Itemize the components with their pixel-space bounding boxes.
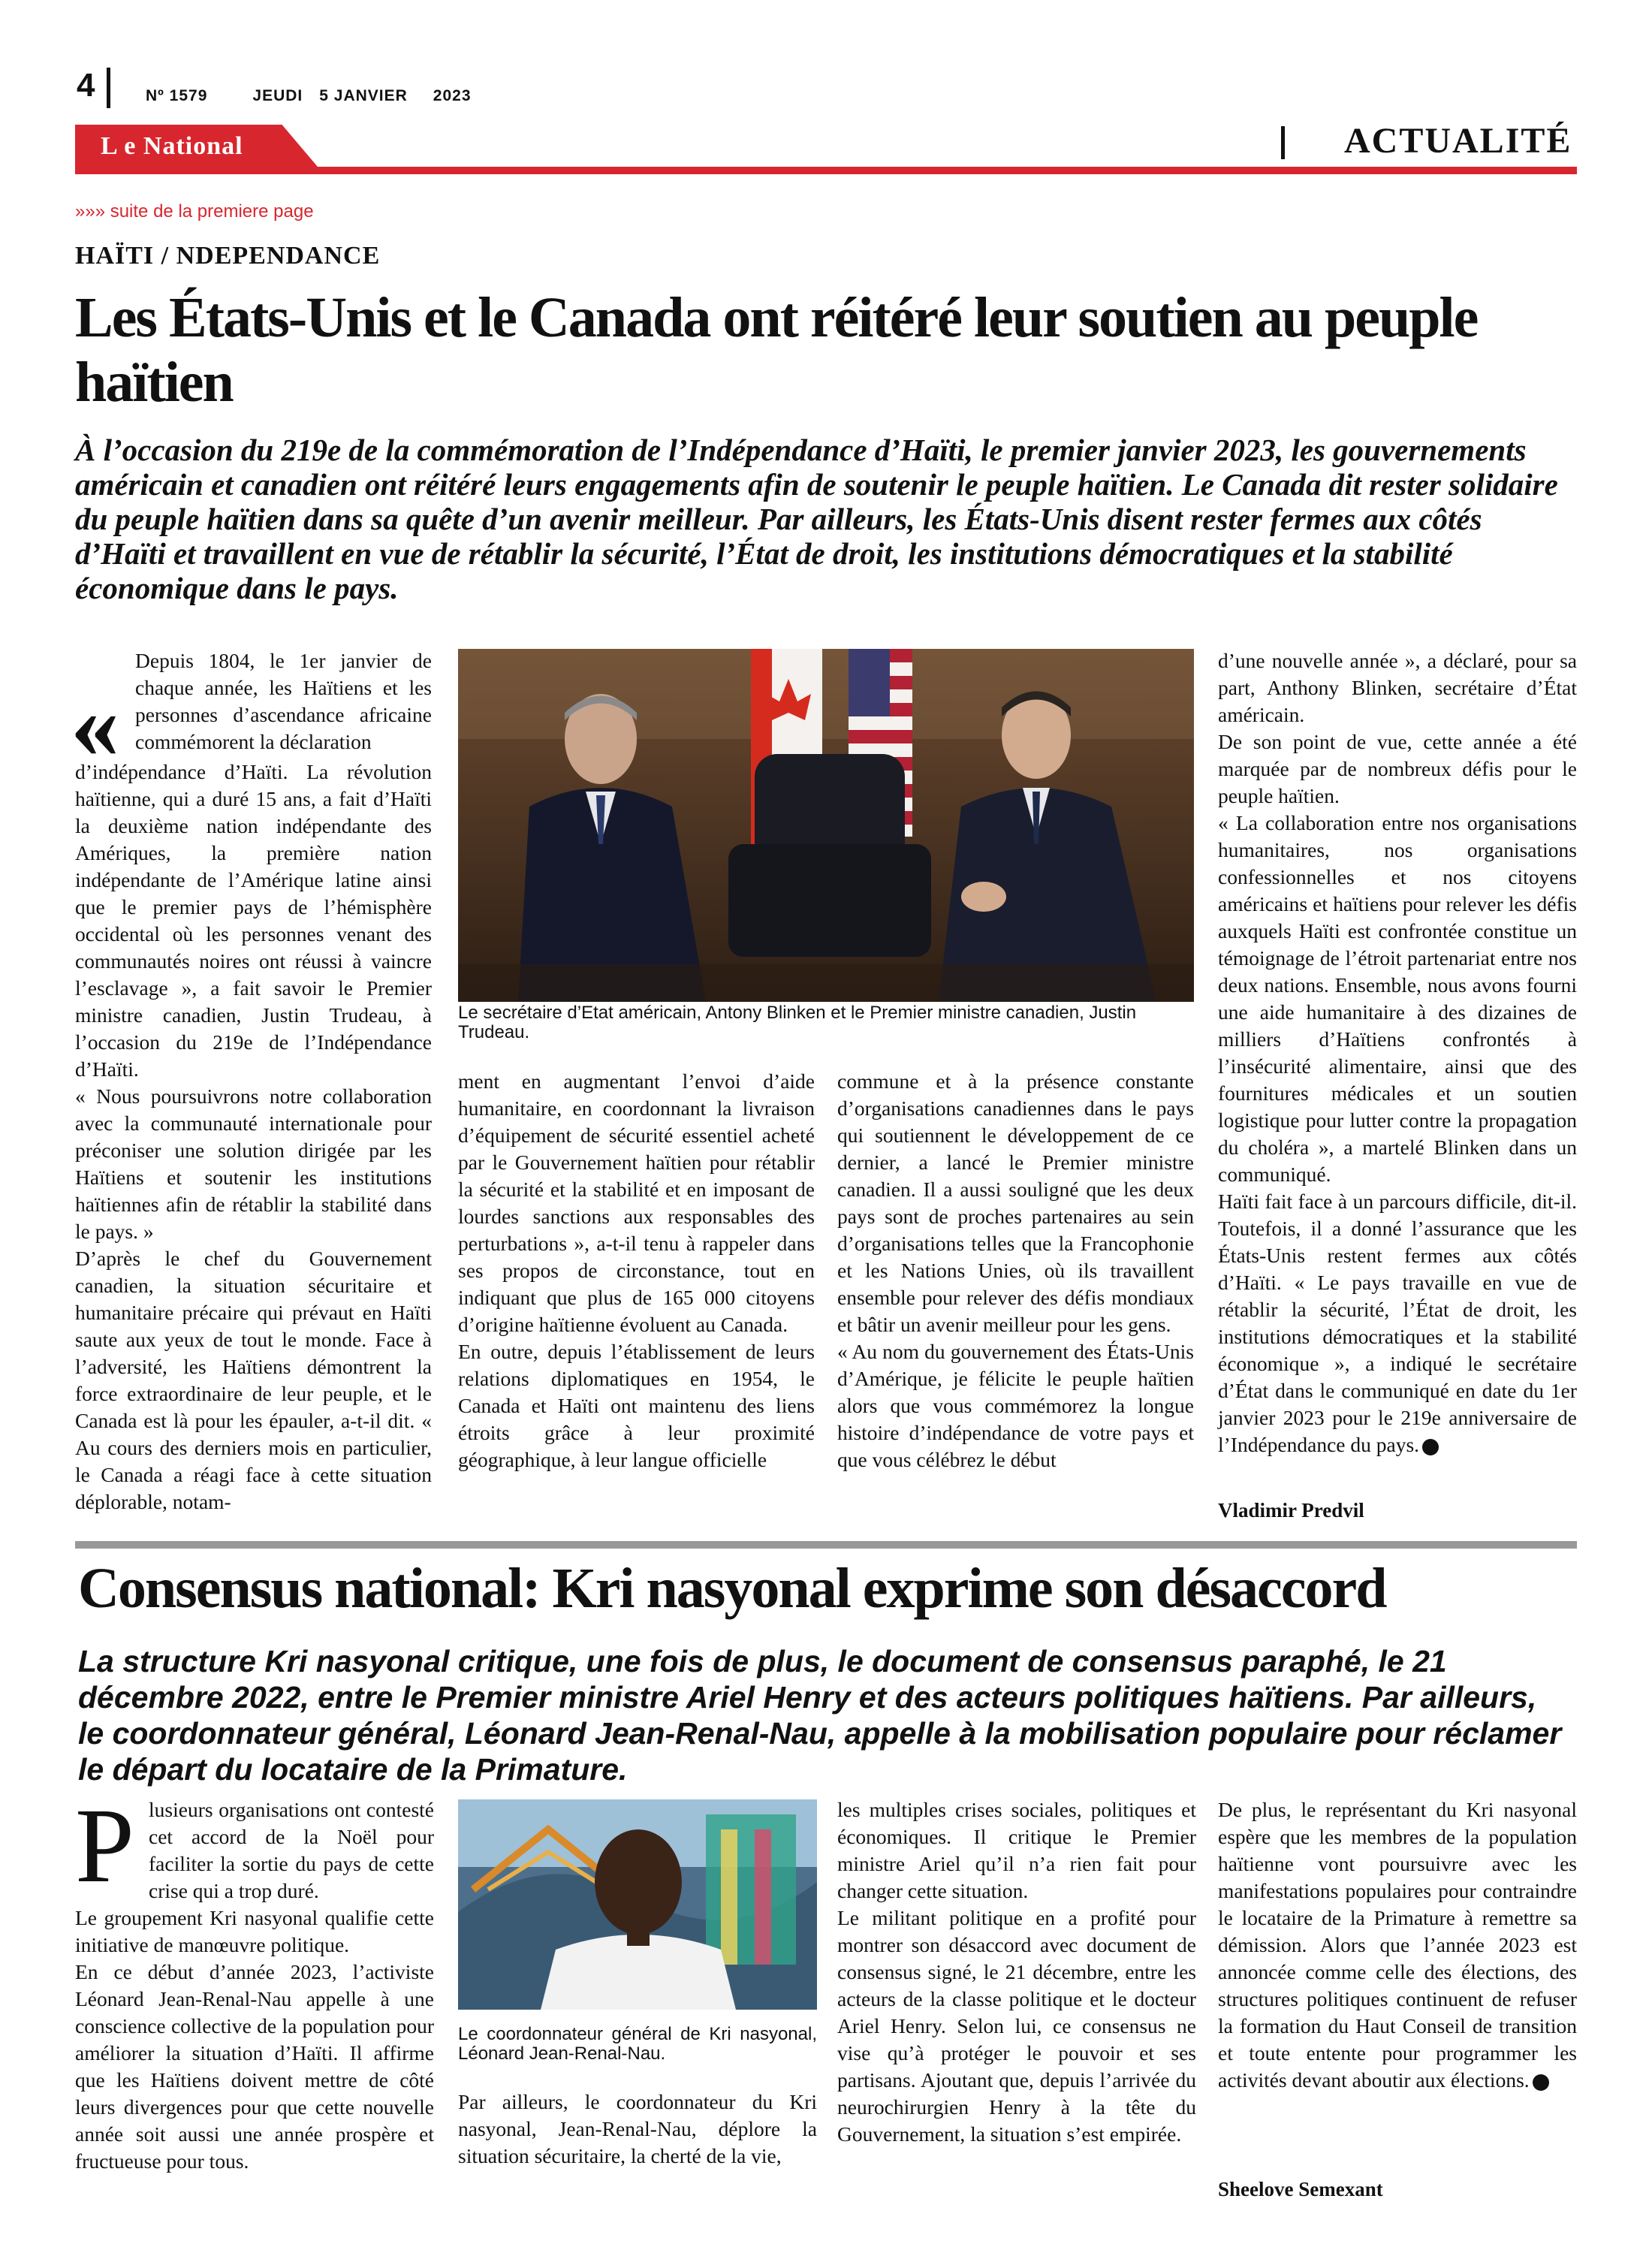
photo-caption: Le secrétaire d’Etat américain, Antony Blinken et le Premier ministre canadien, Justin Trudeau.	[458, 1003, 1137, 1042]
article-column-3	[837, 1796, 1196, 2148]
paragraph: les multiples crises sociales, politiques et économiques. Il critique le Premier ministre Ariel qu’il n’a rien fait pour changer cette situation.	[837, 1798, 1196, 1902]
paragraph: En ce début d’année 2023, l’activiste Léonard Jean-Renal-Nau appelle à une conscience collective de la population pour améliorer la situation d’Haïti. Il affirme que les Haïtiens doivent mettre de côté leurs divergences pour que cette nouvelle année soit aussi une année prospère et fructueuse pour tous.	[75, 1960, 434, 2173]
paragraph: Depuis 1804, le 1er janvier de chaque année, les Haïtiens et les personnes d’ascendance africaine commémorent la déclaration	[135, 649, 432, 753]
paragraph: lusieurs organisations ont contesté cet accord de la Noël pour faciliter la sortie du pays de cette crise qui a trop duré.	[149, 1798, 434, 1902]
issue-meta	[146, 87, 517, 105]
article-column-1-top	[149, 1796, 434, 1905]
article-rubric: HAÏTI / NDEPENDANCE	[75, 242, 381, 270]
end-of-article-icon	[1533, 2074, 1549, 2091]
paragraph-text: Haïti fait face à un parcours difficile, dit-il. Toutefois, il a donné l’assurance que les États-Unis restent fermes aux côtés d’Haïti. « Le pays travaille en vue de rétablir la sécurité, l’État de droit, les institutions démocratiques et la stabilité économique », a indiqué le secrétaire d’État dans le communiqué en date du 1er janvier 2023 pour le 219e anniversaire de l’Indépendance du pays.	[1218, 1190, 1577, 1456]
section-label: ACTUALITÉ	[1344, 121, 1572, 161]
issue-year: 2023	[433, 87, 472, 104]
article-column-1	[75, 759, 432, 1516]
article-column-4	[1218, 647, 1577, 1458]
article-lede: À l’occasion du 219e de la commémoration de l’Indépendance d’Haïti, le premier janvier 2023, les gouvernements américain et canadien ont réitéré leurs engagements afin de soutenir le peuple haïtien. Le Canada dit rester solidaire du peuple haïtien dans sa quête d’un avenir meilleur. Par ailleurs, les États-Unis disent rester fermes aux côtés d’Haïti et travaillent en vue de rétablir la sécurité, l’État de droit, les institutions démocratiques et la stabilité économique dans le pays.	[75, 433, 1558, 605]
photo-caption: Le coordonnateur général de Kri nasyonal, Léonard Jean-Renal-Nau.	[458, 2024, 817, 2064]
paragraph: Le militant politique en a profité pour montrer son désaccord avec document de consensus signé, le 21 décembre, entre les acteurs de la classe politique et le docteur Ariel Henry. Selon lui, ce consensus ne vise qu’à protéger le pouvoir et ses partisans. Ajoutant que, depuis l’arrivée du neurochirurgien Henry à la tête du Gouvernement, la situation s’est empirée.	[837, 1906, 1196, 2146]
paragraph: d’une nouvelle année », a déclaré, pour sa part, Anthony Blinken, secrétaire d’État américain.	[1218, 649, 1577, 726]
issue-day: JEUDI	[252, 87, 303, 104]
header-red-rule	[75, 167, 1577, 174]
article-byline: Sheelove Semexant	[1218, 2178, 1383, 2200]
paragraph-text: De plus, le représentant du Kri nasyonal espère que les membres de la population haïtienne vont poursuivre avec les manifestations populaires pour contraindre le locataire de la Primature à remettre sa démission. Alors que l’année 2023 est annoncée comme celle des élections, des structures politiques continuent de refuser la formation du Haut Conseil de transition et toute entente pour programmer les activités devant aboutir aux élections.	[1218, 1798, 1577, 2092]
paragraph: D’après le chef du Gouvernement canadien, la situation sécuritaire et humanitaire précaire qui prévaut en Haïti saute aux yeux de tout le monde. Face à l’adversité, les Haïtiens démontrent la force extraordinaire de leur peuple, et le Canada est là pour les épauler, a-t-il dit. « Au cours des derniers mois en particulier, le Canada a réagi face à cette situation déplorable, notam-	[75, 1247, 432, 1513]
article-headline: Consensus national: Kri nasyonal exprime son désaccord	[78, 1557, 1386, 1620]
end-of-article-icon	[1422, 1439, 1439, 1455]
newspaper-name: L e National	[101, 132, 243, 160]
paragraph: Par ailleurs, le coordonnateur du Kri nasyonal, Jean-Renal-Nau, déplore la situation sécuritaire, la cherté de la vie,	[458, 2090, 817, 2167]
issue-date: 5 JANVIER	[319, 87, 408, 104]
article-column-3	[837, 1068, 1194, 1473]
article-divider	[75, 1541, 1577, 1549]
article-byline: Vladimir Predvil	[1218, 1499, 1364, 1522]
photo-illustration	[458, 649, 1194, 1002]
header-divider	[107, 68, 110, 108]
photo-jean-renal-nau	[458, 1799, 817, 2010]
paragraph: ment en augmentant l’envoi d’aide humanitaire, en coordonnant la livraison d’équipement de sécurité essentiel acheté par le Gouvernement haïtien pour rétablir la sécurité et la stabilité et en imposant de lourdes sanctions aux responsables des perturbations », a-t-il tenu à rappeler dans ses propos de circonstance, tout en indiquant que plus de 165 000 citoyens d’origine haïtienne évoluent au Canada.	[458, 1069, 815, 1336]
paragraph: « Au nom du gouvernement des États-Unis d’Amérique, je félicite le peuple haïtien alors que vous commémorez la longue histoire d’indépendance de votre pays et que vous célébrez le début	[837, 1340, 1194, 1471]
opening-quote-mark: «	[71, 671, 119, 779]
leather-chair	[728, 754, 931, 957]
section-divider	[1281, 126, 1285, 159]
article-column-4	[1218, 1796, 1577, 2094]
article-lede: La structure Kri nasyonal critique, une fois de plus, le document de consensus paraphé, le 21 décembre 2022, entre le Premier ministre Ariel Henry et des acteurs politiques haïtiens. Par ailleurs, le coordonnateur général, Léonard Jean-Renal-Nau, appelle à la mobilisation populaire pour réclamer le départ du locataire de la Primature.	[78, 1644, 1562, 1787]
article-column-1	[75, 1905, 434, 2175]
article-headline: Les États-Unis et le Canada ont réitéré leur soutien au peuple haïtien	[75, 286, 1478, 414]
paragraph: Le groupement Kri nasyonal qualifie cette initiative de manœuvre politique.	[75, 1906, 434, 1956]
paragraph	[1218, 1796, 1577, 2094]
drop-cap: P	[75, 1786, 134, 1905]
paragraph: « La collaboration entre nos organisations humanitaires, nos organisations confessionnelles et nos citoyens américains et haïtiens pour relever les défis auxquels Haïti est confrontée constitue un témoignage de l’étroit partenariat entre nos deux nations. Ensemble, nous avons fourni une aide humanitaire à des dizaines de milliers d’Haïtiens confrontés à l’insécurité alimentaire, ainsi que des fournitures médicales et un soutien logistique pour lutter contre la propagation du choléra », a martelé Blinken dans un communiqué.	[1218, 811, 1577, 1186]
page-number: 4	[77, 67, 95, 104]
paragraph	[1218, 1188, 1577, 1458]
paragraph: En outre, depuis l’établissement de leurs relations diplomatiques en 1954, le Canada et Haïti ont maintenu des liens étroits grâce à leur proximité géographique, à leur langue officielle	[458, 1340, 815, 1471]
paragraph: commune et à la présence constante d’organisations canadiennes dans le pays qui soutiennent le développement de ce dernier, a lancé le Premier ministre canadien. Il a aussi souligné que les deux pays sont de proches partenaires au sein d’organisations telles que la Francophonie et les Nations Unies, où ils travaillent ensemble pour relever des défis mondiaux et bâtir un avenir meilleur pour les gens.	[837, 1069, 1194, 1336]
photo-illustration	[458, 1799, 817, 2010]
continued-from-link[interactable]: »»» suite de la premiere page	[75, 201, 314, 222]
article-column-1-top	[135, 647, 432, 756]
issue-number: Nº 1579	[146, 87, 208, 104]
paragraph: d’indépendance d’Haïti. La révolution haïtienne, qui a duré 15 ans, a fait d’Haïti la deuxième nation indépendante des Amériques, la première nation indépendante de l’Amérique latine ainsi que le premier pays de l’hémisphère occidental où les personnes venant des communautés noires ont réussi à vaincre l’esclavage », a fait savoir le Premier ministre canadien, Justin Trudeau, à l’occasion du 219e de l’Indépendance d’Haïti.	[75, 760, 432, 1081]
paragraph: De son point de vue, cette année a été marquée par de nombreux défis pour le peuple haïtien.	[1218, 730, 1577, 807]
paragraph: « Nous poursuivrons notre collaboration avec la communauté internationale pour préconiser une solution dirigée par les Haïtiens et soutenir les institutions haïtiennes afin de rétablir la stabilité dans le pays. »	[75, 1084, 432, 1243]
photo-blinken-trudeau	[458, 649, 1194, 1002]
article-column-2	[458, 2089, 817, 2170]
article-column-2	[458, 1068, 815, 1473]
